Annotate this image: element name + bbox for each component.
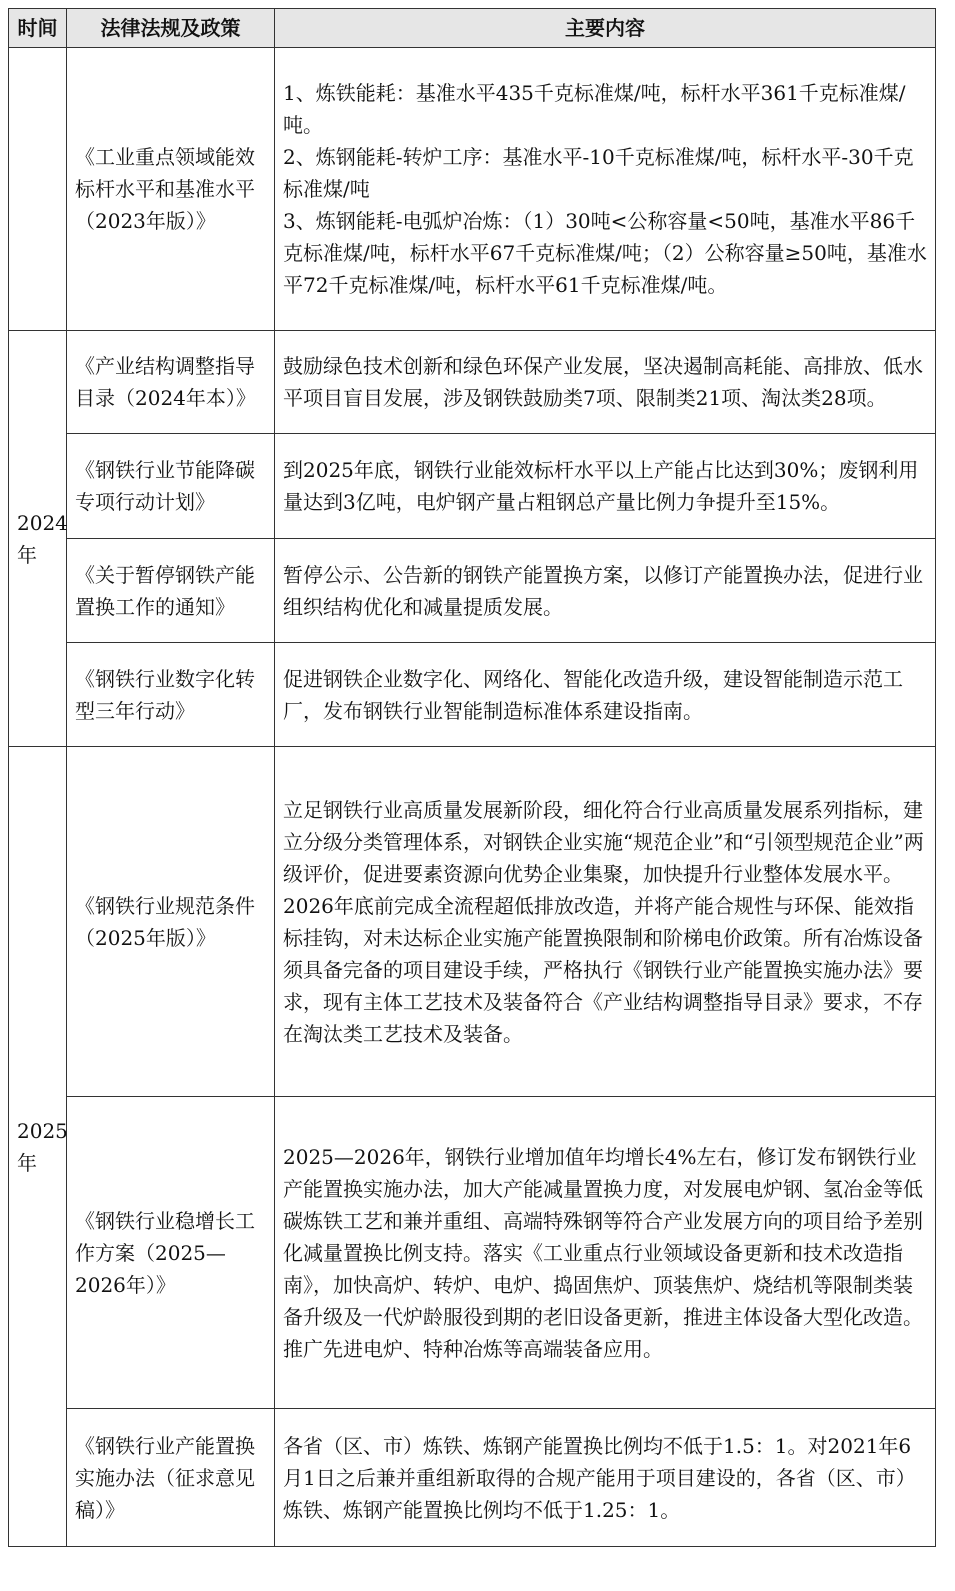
table-row xyxy=(9,331,936,434)
table-row xyxy=(9,643,936,747)
content-item: 1、炼铁能耗：基准水平435千克标准煤/吨，标杆水平361千克标准煤/吨。 xyxy=(283,81,906,137)
table-row xyxy=(9,1097,936,1409)
header-law: 法律法规及政策 xyxy=(67,9,275,48)
content-cell: 暂停公示、公告新的钢铁产能置换方案，以修订产能置换办法，促进行业组织结构优化和减量提质发展。 xyxy=(275,539,936,643)
content-cell xyxy=(275,48,936,331)
time-cell: 2025年 xyxy=(9,747,67,1547)
table-row xyxy=(9,747,936,1097)
time-cell xyxy=(9,48,67,331)
content-item: 3、炼钢能耗-电弧炉冶炼：（1）30吨<公称容量<50吨，基准水平86千克标准煤/吨，标杆水平67千克标准煤/吨；（2）公称容量≥50吨，基准水平72千克标准煤/吨，标杆水平61千克标准煤/吨。 xyxy=(283,209,927,297)
policy-table xyxy=(8,8,936,1547)
content-cell: 各省（区、市）炼铁、炼钢产能置换比例均不低于1.5：1。对2021年6月1日之后兼并重组新取得的合规产能用于项目建设的，各省（区、市）炼铁、炼钢产能置换比例均不低于1.25：1。 xyxy=(275,1409,936,1547)
header-content: 主要内容 xyxy=(275,9,936,48)
content-item: 2、炼钢能耗-转炉工序：基准水平-10千克标准煤/吨，标杆水平-30千克标准煤/吨 xyxy=(283,145,914,201)
content-cell: 鼓励绿色技术创新和绿色环保产业发展，坚决遏制高耗能、高排放、低水平项目盲目发展，涉及钢铁鼓励类7项、限制类21项、淘汰类28项。 xyxy=(275,331,936,434)
content-cell: 2025—2026年，钢铁行业增加值年均增长4%左右，修订发布钢铁行业产能置换实施办法，加大产能减量置换力度，对发展电炉钢、氢冶金等低碳炼铁工艺和兼并重组、高端特殊钢等符合产业发展方向的项目给予差别化减量置换比例支持。落实《工业重点行业领域设备更新和技术改造指南》，加快高炉、转炉、电炉、捣固焦炉、顶装焦炉、烧结机等限制类装备升级及一代炉龄服役到期的老旧设备更新，推进主体设备大型化改造。推广先进电炉、特种冶炼等高端装备应用。 xyxy=(275,1097,936,1409)
law-cell: 《钢铁行业稳增长工作方案（2025—2026年）》 xyxy=(67,1097,275,1409)
content-cell: 立足钢铁行业高质量发展新阶段，细化符合行业高质量发展系列指标，建立分级分类管理体系，对钢铁企业实施“规范企业”和“引领型规范企业”两级评价，促进要素资源向优势企业集聚，加快提升行业整体发展水平。2026年底前完成全流程超低排放改造，并将产能合规性与环保、能效指标挂钩，对未达标企业实施产能置换限制和阶梯电价政策。所有冶炼设备须具备完备的项目建设手续，严格执行《钢铁行业产能置换实施办法》要求，现有主体工艺技术及装备符合《产业结构调整指导目录》要求，不存在淘汰类工艺技术及装备。 xyxy=(275,747,936,1097)
law-cell: 《关于暂停钢铁产能置换工作的通知》 xyxy=(67,539,275,643)
law-cell: 《钢铁行业节能降碳专项行动计划》 xyxy=(67,434,275,539)
header-time: 时间 xyxy=(9,9,67,48)
header-row xyxy=(9,9,936,48)
table-row xyxy=(9,434,936,539)
content-cell: 促进钢铁企业数字化、网络化、智能化改造升级，建设智能制造示范工厂，发布钢铁行业智能制造标准体系建设指南。 xyxy=(275,643,936,747)
law-cell: 《工业重点领域能效标杆水平和基准水平（2023年版）》 xyxy=(67,48,275,331)
law-cell: 《钢铁行业数字化转型三年行动》 xyxy=(67,643,275,747)
law-cell: 《钢铁行业产能置换实施办法（征求意见稿）》 xyxy=(67,1409,275,1547)
table-row xyxy=(9,1409,936,1547)
table-row xyxy=(9,48,936,331)
time-cell: 2024年 xyxy=(9,331,67,747)
law-cell: 《钢铁行业规范条件（2025年版）》 xyxy=(67,747,275,1097)
law-cell: 《产业结构调整指导目录（2024年本）》 xyxy=(67,331,275,434)
table-row xyxy=(9,539,936,643)
content-cell: 到2025年底，钢铁行业能效标杆水平以上产能占比达到30%；废钢利用量达到3亿吨，电炉钢产量占粗钢总产量比例力争提升至15%。 xyxy=(275,434,936,539)
